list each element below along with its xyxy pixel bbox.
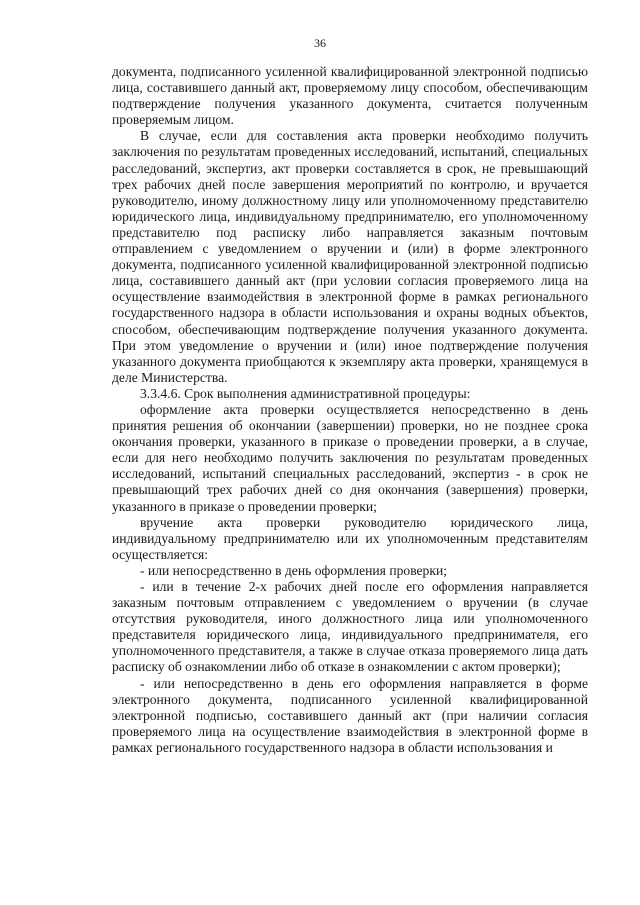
paragraph: - или непосредственно в день оформления проверки;	[140, 562, 448, 578]
paragraph: оформление акта проверки осуществляется непосредственно в день принятия решения об окончании (завершении) проверки, но не позднее срока окончания проверки, указанного в приказе о проведении проверки, а в случае, если для него необходимо получить заключения по результатам проведенных исследований, испытаний специальных расследований, экспертиз - в срок не превышающий трех рабочих дней со дня окончания (завершения) проверки, указанного в приказе о проведении проверки;	[112, 401, 588, 514]
paragraph: документа, подписанного усиленной квалифицированной электронной подписью лица, составившего данный акт, проверяемому лицу способом, обеспечивающим подтверждение получения указанного документа, считается полученным проверяемым лицом.	[112, 64, 588, 128]
paragraph: вручение акта проверки руководителю юридического лица, индивидуальному предпринимателю или их уполномоченным представителям осуществляется:	[112, 514, 588, 562]
document-body	[112, 64, 588, 756]
paragraph: В случае, если для составления акта проверки необходимо получить заключения по результатам проведенных исследований, испытаний, специальных расследований, экспертиз, акт проверки составляется в срок, не превышающий трех рабочих дней после завершения мероприятий по контролю, и вручается руководителю, иному должностному лицу или уполномоченному представителю юридического лица, индивидуальному предпринимателю, его уполномоченному представителю под расписку либо направляется заказным почтовым отправлением с уведомлением о вручении и (или) в форме электронного документа, подписанного усиленной квалифицированной электронной подписью лица, составившего данный акт (при условии согласия проверяемого лица на осуществление взаимодействия в электронной форме в рамках регионального государственного надзора в области использования и охраны водных объектов, способом, обеспечивающим подтверждение получения указанного документа. При этом уведомление о вручении и (или) иное подтверждение получения указанного документа приобщаются к экземпляру акта проверки, хранящемуся в деле Министерства.	[112, 128, 588, 385]
paragraph: - или непосредственно в день его оформления направляется в форме электронного документа, подписанного усиленной квалифицированной электронной подписью, составившего данный акт (при наличии согласия проверяемого лица на осуществление взаимодействия в электронной форме в рамках регионального государственного надзора в области использования и	[112, 675, 588, 755]
page-number: 36	[314, 36, 326, 50]
paragraph: 3.3.4.6. Срок выполнения административной процедуры:	[140, 385, 471, 401]
paragraph: - или в течение 2-х рабочих дней после его оформления направляется заказным почтовым отправлением с уведомлением о вручении (в случае отсутствия руководителя, иного должностного лица или уполномоченного представителя юридического лица, индивидуального предпринимателя, его уполномоченного представителя, а также в случае отказа проверяемого лица дать расписку об ознакомлении либо об отказе в ознакомлении с актом проверки);	[112, 579, 588, 675]
